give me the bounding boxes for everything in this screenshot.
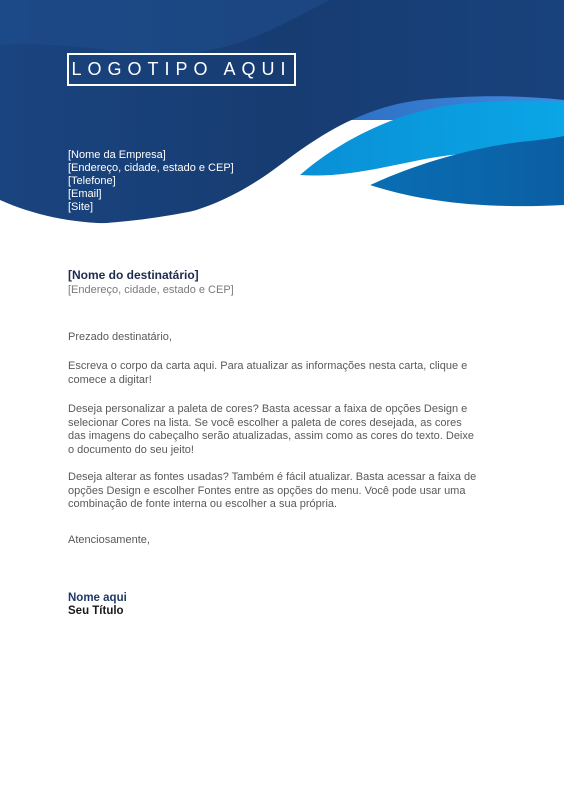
recipient-block — [68, 268, 234, 297]
body-paragraph[interactable]: Escreva o corpo da carta aqui. Para atualizar as informações nesta carta, clique e comece a digitar! — [68, 360, 468, 386]
signature-name[interactable]: Nome aqui — [68, 592, 127, 604]
logo-placeholder[interactable]: LOGOTIPO AQUI — [67, 53, 296, 86]
company-address[interactable]: [Endereço, cidade, estado e CEP] — [68, 162, 234, 174]
closing[interactable]: Atenciosamente, — [68, 534, 150, 546]
company-name[interactable]: [Nome da Empresa] — [68, 149, 166, 161]
company-website[interactable]: [Site] — [68, 201, 94, 213]
body-paragraph[interactable]: Deseja alterar as fontes usadas? Também é fácil atualizar. Basta acessar a faixa de opções Design e escolher Fontes entre as opções do menu. Você pode usar uma combinação de fonte interna ou escolher a sua própria. — [68, 471, 477, 510]
salutation[interactable]: Prezado destinatário, — [68, 331, 172, 343]
signature-title[interactable]: Seu Título — [68, 605, 124, 617]
company-phone[interactable]: [Telefone] — [68, 175, 116, 187]
recipient-address[interactable]: [Endereço, cidade, estado e CEP] — [68, 284, 234, 296]
company-email[interactable]: [Email] — [68, 188, 102, 200]
body-paragraph[interactable]: Deseja personalizar a paleta de cores? Basta acessar a faixa de opções Design e selecionar Cores na lista. Se você escolher a paleta de cores desejada, as cores das imagens do cabeçalho serão atualizadas, assim como as cores do texto. Deixe o documento do seu jeito! — [68, 403, 474, 456]
signature-block — [68, 592, 127, 618]
recipient-name[interactable]: [Nome do destinatário] — [68, 268, 199, 282]
company-info — [68, 149, 234, 214]
